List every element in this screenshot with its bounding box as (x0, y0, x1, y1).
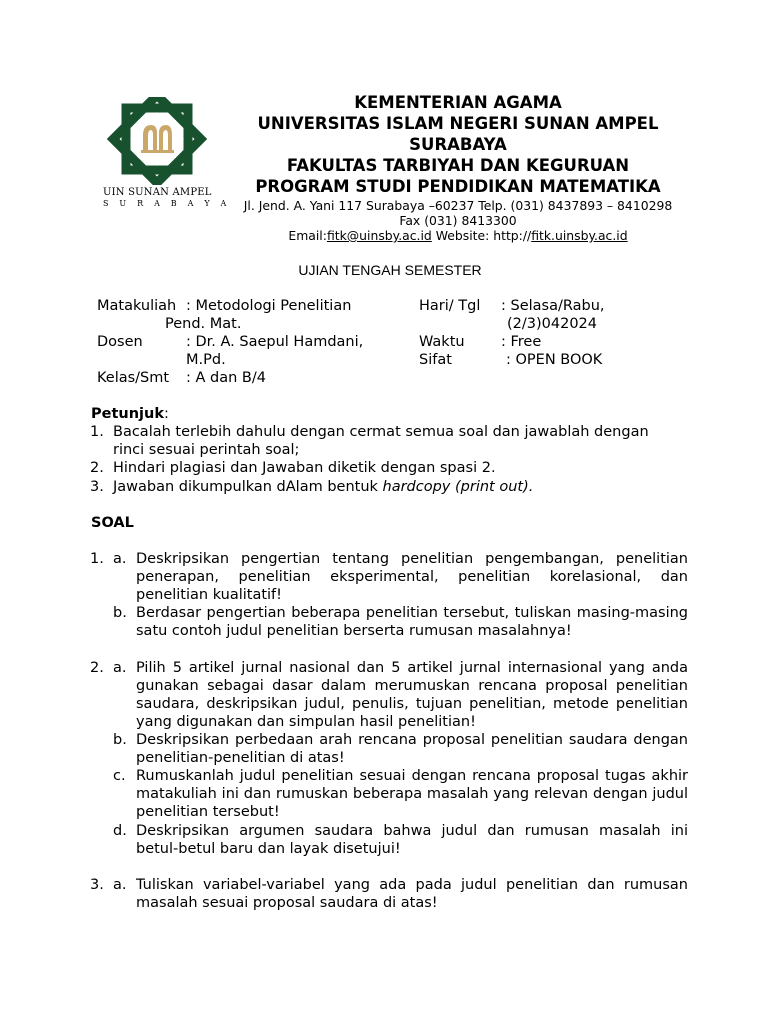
sifat-label: Sifat (419, 352, 452, 368)
dosen-value-cont: M.Pd. (186, 352, 226, 368)
q2a-label: a. (113, 660, 127, 676)
email-link[interactable]: fitk@uinsby.ac.id (326, 228, 432, 243)
q2-num: 2. (90, 660, 104, 676)
header-faculty: FAKULTAS TARBIYAH DAN KEGURUAN (286, 156, 630, 175)
q2b-label: b. (113, 732, 127, 748)
petunjuk-heading (91, 405, 169, 423)
kelas-value: : A dan B/4 (186, 370, 266, 386)
kelas-label: Kelas/Smt (97, 370, 170, 386)
q2a-text: Pilih 5 artikel jurnal nasional dan 5 artikel jurnal internasional yang anda gunakan sebagai dasar dalam merumuskan rencana proposal penelitian saudara, deskripsikan judul, penulis, tujuan penelitian, metode penelitian yang digunakan dan simpulan hasil penelitian! (136, 660, 688, 730)
petunjuk-num-2: 2. (90, 460, 104, 476)
waktu-value: : Free (501, 334, 542, 350)
uinsa-emblem-icon (103, 97, 211, 185)
soal-title: SOAL (91, 515, 134, 531)
q3-num: 3. (90, 877, 104, 893)
exam-title: UJIAN TENGAH SEMESTER (298, 262, 482, 278)
q1a-text: Deskripsikan pengertian tentang penelitian pengembangan, penelitian penerapan, penelitian eksperimental, penelitian korelasional, dan penelitian kualitatif! (136, 551, 688, 603)
header-ministry: KEMENTERIAN AGAMA (354, 93, 562, 112)
header-address: Jl. Jend. A. Yani 117 Surabaya –60237 Telp. (031) 8437893 – 8410298 (243, 198, 673, 213)
petunjuk-item-3-text: Jawaban dikumpulkan dAlam bentuk (113, 479, 383, 495)
q1-num: 1. (90, 551, 104, 567)
q1b-text: Berdasar pengertian beberapa penelitian tersebut, tuliskan masing-masing satu contoh judul penelitian berserta rumusan masalahnya! (136, 605, 688, 639)
logo-city-text: S U R A B A Y A (103, 199, 231, 208)
sifat-value: : OPEN BOOK (506, 352, 603, 368)
website-link[interactable]: fitk.uinsby.ac.id (531, 228, 628, 243)
q1b-label: b. (113, 605, 127, 621)
matakuliah-value-cont: Pend. Mat. (165, 316, 242, 332)
q3a-text: Tuliskan variabel-variabel yang ada pada judul penelitian dan rumusan masalah sesuai proposal saudara di atas! (136, 877, 688, 911)
waktu-label: Waktu (419, 334, 465, 350)
q3a-label: a. (113, 877, 127, 893)
q1a-label: a. (113, 551, 127, 567)
petunjuk-item-1: Bacalah terlebih dahulu dengan cermat semua soal dan jawablah dengan rinci sesuai perintah soal; (113, 424, 649, 458)
website-label: Website: http:// (431, 228, 532, 243)
hari-value: : Selasa/Rabu, (501, 298, 605, 314)
matakuliah-label: Matakuliah (97, 298, 177, 314)
petunjuk-colon: : (163, 406, 169, 422)
header-contact (220, 228, 696, 243)
petunjuk-num-1: 1. (90, 424, 104, 440)
header-program: PROGRAM STUDI PENDIDIKAN MATEMATIKA (255, 177, 661, 196)
q2d-label: d. (113, 823, 127, 839)
petunjuk-num-3: 3. (90, 479, 104, 495)
dosen-label: Dosen (97, 334, 143, 350)
q2d-text: Deskripsikan argumen saudara bahwa judul dan rumusan masalah ini betul-betul baru dan layak disetujui! (136, 823, 688, 857)
university-logo (103, 97, 231, 212)
header-city: SURABAYA (409, 135, 507, 154)
hari-label: Hari/ Tgl (419, 298, 481, 314)
petunjuk-title: Petunjuk (91, 406, 164, 422)
q2c-label: c. (113, 768, 126, 784)
logo-name-text: UIN SUNAN AMPEL (103, 187, 212, 198)
matakuliah-value: : Metodologi Penelitian (186, 298, 352, 314)
petunjuk-item-3-italic: hardcopy (print out). (382, 479, 534, 495)
petunjuk-item-2: Hindari plagiasi dan Jawaban diketik dengan spasi 2. (113, 460, 496, 476)
hari-value-cont: (2/3)042024 (507, 316, 598, 332)
dosen-value: : Dr. A. Saepul Hamdani, (186, 334, 364, 350)
q2c-text: Rumuskanlah judul penelitian sesuai dengan rencana proposal tugas akhir matakuliah ini dan rumuskan beberapa masalah yang relevan dengan judul penelitian tersebut! (136, 768, 688, 820)
header-university: UNIVERSITAS ISLAM NEGERI SUNAN AMPEL (257, 114, 659, 133)
petunjuk-item-3 (113, 478, 683, 496)
q2b-text: Deskripsikan perbedaan arah rencana proposal penelitian saudara dengan penelitian-penelitian di atas! (136, 732, 688, 766)
header-fax: Fax (031) 8413300 (399, 213, 517, 228)
email-label: Email: (288, 228, 327, 243)
